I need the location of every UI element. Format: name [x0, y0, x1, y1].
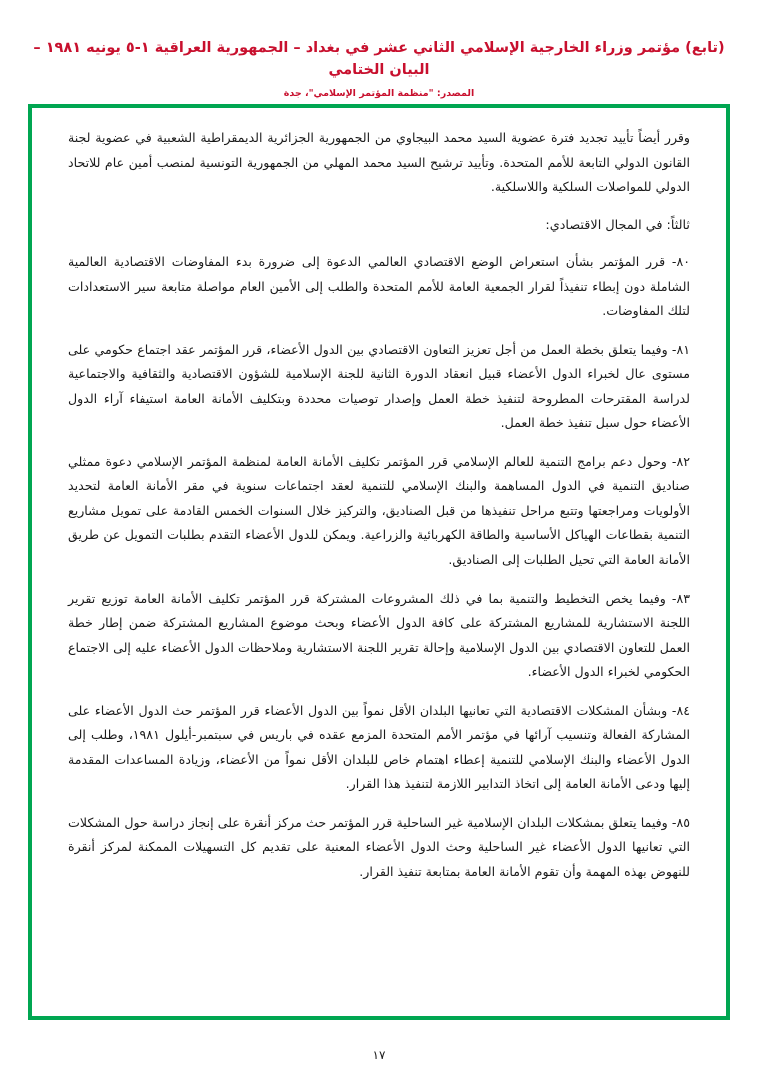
paragraph-82: ٨٢- وحول دعم برامج التنمية للعالم الإسلامي قرر المؤتمر تكليف الأمانة العامة لمنظمة المؤتمر الإسلامي دعوة ممثلي صناديق التنمية في الدول المساهمة والبنك الإسلامي للتنمية لعقد اجتماعات سنوية في مقر الأمانة العامة لتحديد الأولويات ومراجعتها وتتبع مراحل تنفيذها من قبل الصناديق، والتركيز خلال السنوات الخمس القادمة على تمويل مشاريع التنمية بقطاعات الهياكل الأساسية والطاقة الكهربائية والزراعية. ويمكن للدول الأعضاء التقدم بطلبات التمويل عن طريق الأمانة العامة التي تحيل الطلبات إلى الصناديق. [68, 453, 690, 567]
paragraph-intro: وقرر أيضاً تأييد تجديد فترة عضوية السيد محمد البيجاوي من الجمهورية الجزائرية الديمقراطية الشعبية في عضوية لجنة القانون الدولي التابعة للأمم المتحدة. وتأييد ترشيح السيد محمد المهلي من الجمهورية التونسية لمنصب أمين عام للاتحاد الدولي للمواصلات السلكية واللاسلكية. [68, 130, 690, 195]
document-body [32, 108, 726, 1016]
header-source: المصدر: "منظمة المؤتمر الإسلامي"، جدة [283, 87, 475, 99]
paragraph-80: ٨٠- قرر المؤتمر بشأن استعراض الوضع الاقتصادي العالمي الدعوة إلى ضرورة بدء المفاوضات الاقتصادية العالمية الشاملة دون إبطاء تنفيذاً لقرار الجمعية العامة للأمم المتحدة والطلب إلى الأمين العام مواصلة متابعة سير الاستعدادات لتلك المفاوضات. [68, 253, 690, 319]
paragraph-85: ٨٥- وفيما يتعلق بمشكلات البلدان الإسلامية غير الساحلية قرر المؤتمر حث مركز أنقرة على إنجاز دراسة حول المشكلات التي تعانيها الدول الأعضاء غير الساحلية وحث الدول الأعضاء المعنية على تقديم كل التسهيلات الممكنة لمركز أنقرة للنهوض بهذه المهمة وأن تقوم الأمانة العامة بمتابعة تنفيذ القرار. [68, 814, 690, 879]
section-heading-economic: ثالثاً: في المجال الاقتصادي: [545, 217, 690, 233]
paragraph-81: ٨١- وفيما يتعلق بخطة العمل من أجل تعزيز التعاون الاقتصادي بين الدول الأعضاء، قرر المؤتمر عقد اجتماع حكومي على مستوى عال لخبراء الدول الأعضاء قبيل انعقاد الدورة الثانية للجنة الإسلامية للشؤون الاقتصادية والثقافية والاجتماعية لدراسة المقترحات المطروحة لتنفيذ خطة العمل وإصدار توصيات محددة وبتكليف الأمانة العامة استيفاء آراء الدول الأعضاء حول سبل تنفيذ خطة العمل. [68, 341, 690, 431]
page-number: ١٧ [372, 1048, 386, 1062]
header-title: (تابع) مؤتمر وزراء الخارجية الإسلامي الثاني عشر في بغداد – الجمهورية العراقية ١-٥ يونيه ١٩٨١ – البيان الختامي [33, 40, 725, 78]
paragraph-84: ٨٤- وبشأن المشكلات الاقتصادية التي تعانيها البلدان الأقل نمواً بين الدول الأعضاء قرر المؤتمر حث الدول الأعضاء على المشاركة الفعالة وتنسيب آرائها في مؤتمر الأمم المتحدة المزمع عقده في باريس في سبتمبر-أيلول ١٩٨١، وطلب إلى الدول الأعضاء والبنك الإسلامي للتنمية إعطاء اهتمام خاص للبلدان الأقل نمواً من الأعضاء، وزيادة المساعدات المقدمة إليها ودعى الأمانة العامة إلى اتخاذ التدابير اللازمة لتنفيذ هذا القرار. [68, 702, 690, 792]
content-frame [28, 104, 730, 1020]
paragraph-83: ٨٣- وفيما يخص التخطيط والتنمية بما في ذلك المشروعات المشتركة قرر المؤتمر تكليف الأمانة العامة توزيع تقرير اللجنة الاستشارية للمشاريع المشتركة على كافة الدول الأعضاء وبحث موضوع المشاريع المشتركة ضمن إطار خطة العمل للتعاون الاقتصادي بين الدول الإسلامية وإحالة تقرير اللجنة الاستشارية وملاحظات الدول الأعضاء عليه إلى الاجتماع الحكومي لخبراء الدول الأعضاء. [68, 590, 690, 680]
page-header [0, 0, 758, 99]
